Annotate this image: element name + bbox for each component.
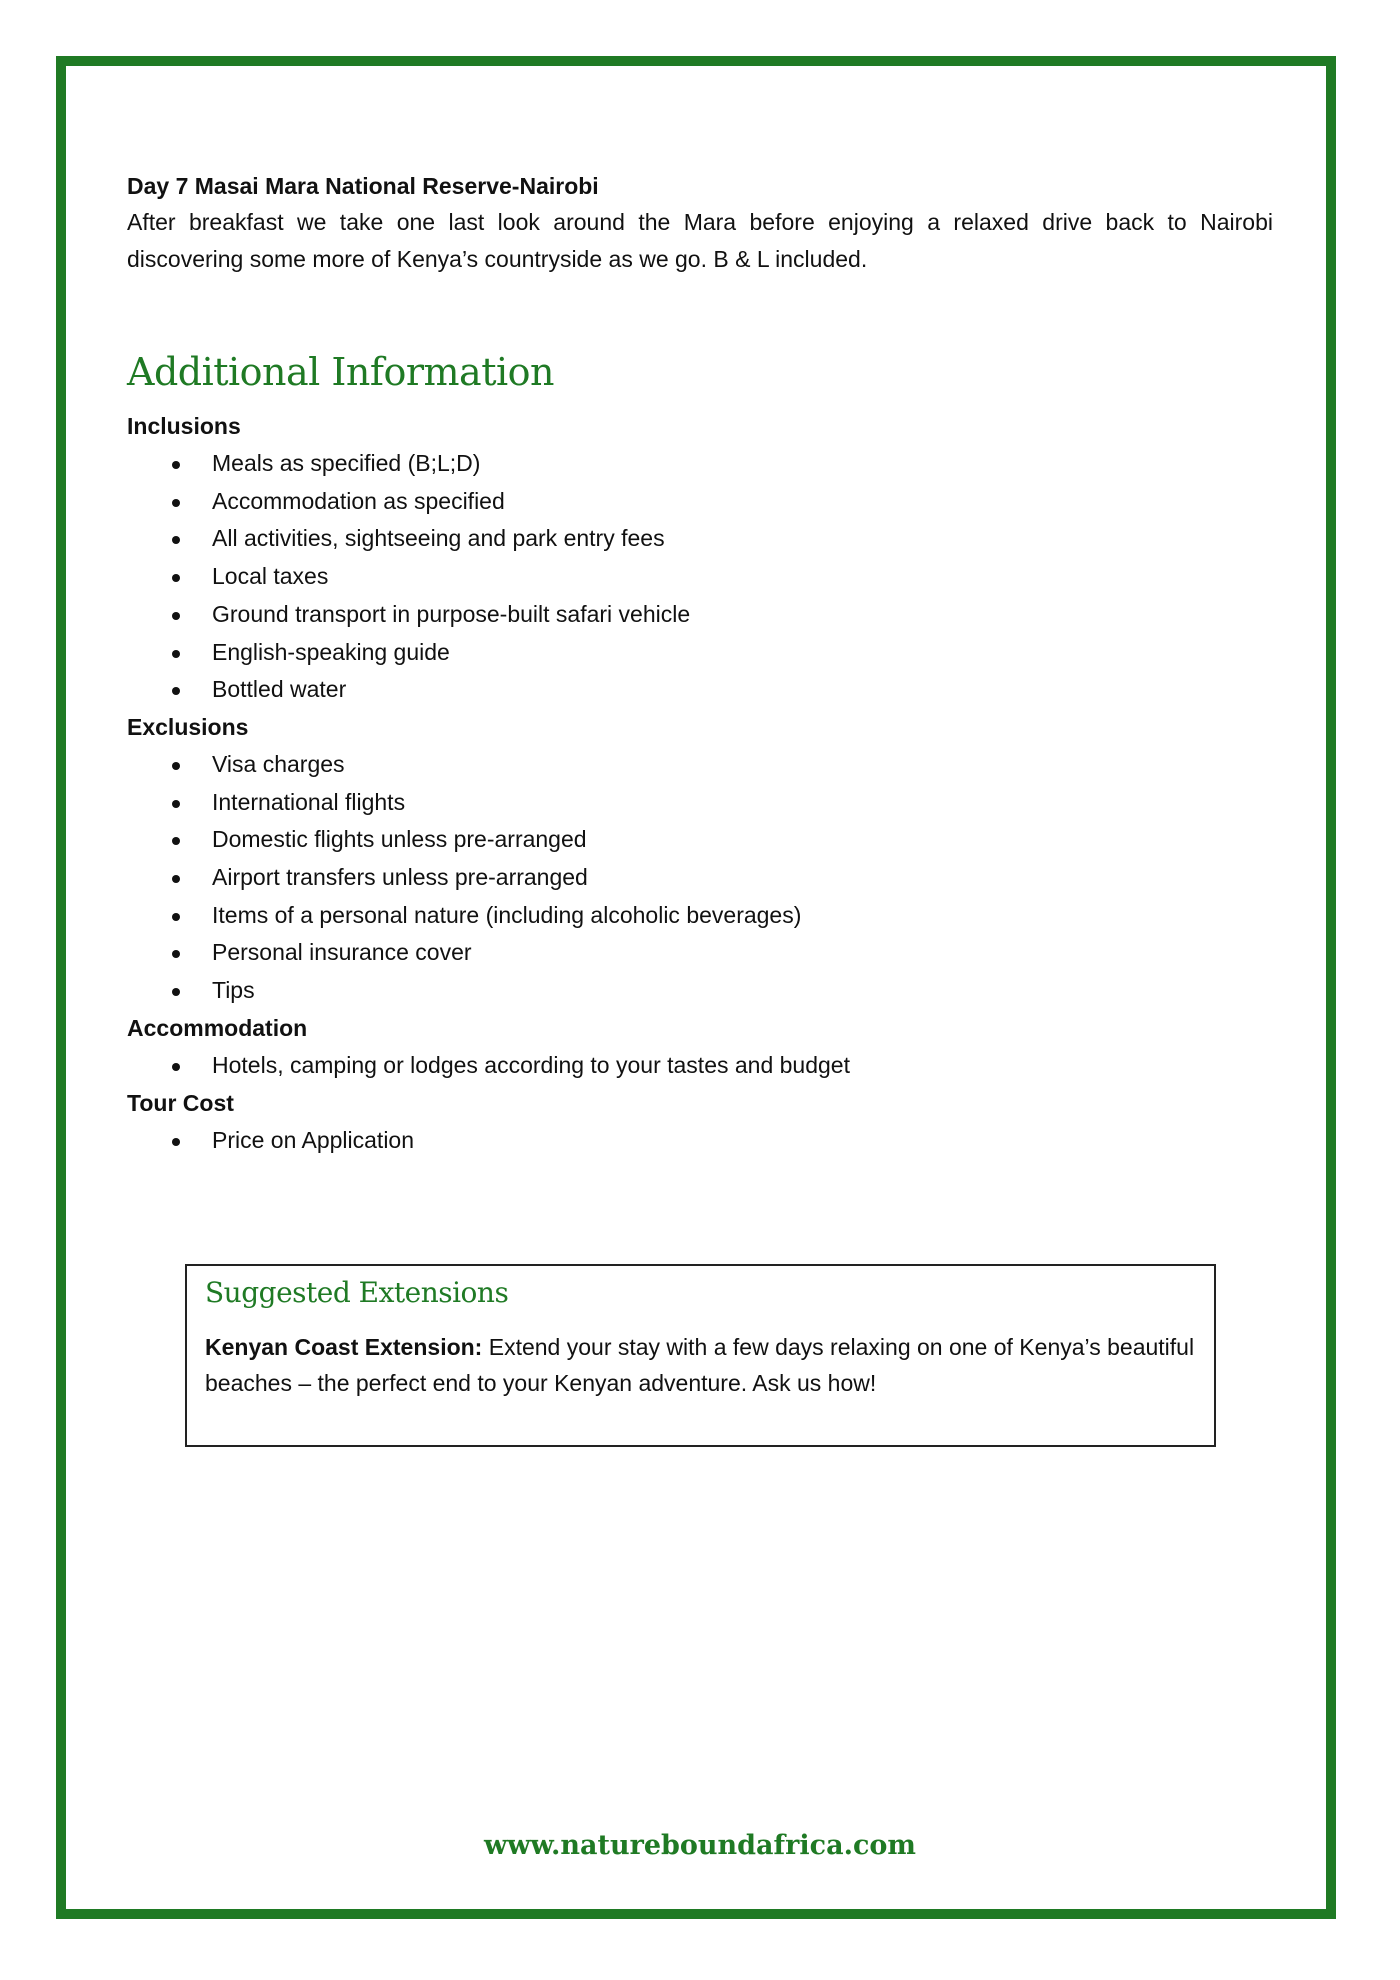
list-item — [127, 784, 1273, 822]
list-item-text: Domestic flights unless pre-arranged — [212, 826, 587, 853]
suggested-extensions-title: Suggested Extensions — [205, 1276, 509, 1309]
list-item-text: All activities, sightseeing and park entry fees — [212, 525, 665, 552]
list-item — [127, 596, 1273, 634]
day-description: After breakfast we take one last look around the Mara before enjoying a relaxed drive back to Nairobi discovering some more of Kenya’s countryside as we go. B & L included. — [127, 209, 1273, 272]
list-item — [127, 671, 1273, 709]
bullet-icon — [172, 762, 180, 770]
list-item-text: Local taxes — [212, 563, 329, 590]
list-item-text: Price on Application — [212, 1126, 415, 1153]
list-item — [127, 746, 1273, 784]
list-item — [127, 972, 1273, 1010]
inclusions-list — [127, 445, 1273, 709]
list-item — [127, 520, 1273, 558]
exclusions-list — [127, 746, 1273, 1010]
list-item-text: Ground transport in purpose-built safari vehicle — [212, 600, 691, 627]
suggested-extensions-box — [185, 1264, 1216, 1447]
list-item-text: Tips — [212, 977, 255, 1004]
list-item-text: Hotels, camping or lodges according to your tastes and budget — [212, 1051, 850, 1078]
day-title: Day 7 Masai Mara National Reserve-Nairobi — [127, 173, 599, 199]
extension-text: Extend your stay with a few days relaxing on one of Kenya’s beautiful beaches – the perfect end to your Kenyan adventure. Ask us how! — [205, 1334, 1195, 1396]
tour-cost-list — [127, 1122, 1273, 1160]
list-item — [127, 483, 1273, 521]
list-item — [127, 1047, 1273, 1085]
list-item-text: Items of a personal nature (including alcoholic beverages) — [212, 901, 802, 928]
bullet-icon — [172, 574, 180, 582]
inclusions-title: Inclusions — [127, 413, 241, 439]
bullet-icon — [172, 913, 180, 921]
list-item-text: Airport transfers unless pre-arranged — [212, 864, 588, 891]
bullet-icon — [172, 612, 180, 620]
list-item — [127, 1122, 1273, 1160]
bullet-icon — [172, 837, 180, 845]
list-item-text: English-speaking guide — [212, 638, 450, 665]
accommodation-title: Accommodation — [127, 1014, 308, 1041]
website-link[interactable]: www.natureboundafrica.com — [483, 1830, 916, 1861]
additional-information-section — [127, 408, 1273, 1159]
list-item-text: Bottled water — [212, 676, 347, 703]
bullet-icon — [172, 650, 180, 658]
tour-cost-title: Tour Cost — [127, 1089, 234, 1116]
list-item — [127, 634, 1273, 672]
list-item — [127, 897, 1273, 935]
exclusions-title: Exclusions — [127, 713, 249, 740]
bullet-icon — [172, 800, 180, 808]
bullet-icon — [172, 1063, 180, 1071]
bullet-icon — [172, 1138, 180, 1146]
list-item — [127, 859, 1273, 897]
list-item-text: International flights — [212, 788, 406, 815]
list-item-text: Accommodation as specified — [212, 487, 505, 514]
extension-name: Kenyan Coast Extension: — [205, 1334, 483, 1360]
bullet-icon — [172, 875, 180, 883]
extension-description — [205, 1329, 1196, 1401]
bullet-icon — [172, 988, 180, 996]
list-item-text: Visa charges — [212, 750, 345, 777]
bullet-icon — [172, 950, 180, 958]
list-item — [127, 821, 1273, 859]
bullet-icon — [172, 536, 180, 544]
additional-information-heading: Additional Information — [127, 350, 554, 394]
bullet-icon — [172, 461, 180, 469]
bullet-icon — [172, 499, 180, 507]
list-item-text: Personal insurance cover — [212, 939, 472, 966]
bullet-icon — [172, 687, 180, 695]
list-item — [127, 445, 1273, 483]
list-item — [127, 934, 1273, 972]
list-item — [127, 558, 1273, 596]
page-content — [127, 168, 1273, 1153]
list-item-text: Meals as specified (B;L;D) — [212, 450, 481, 476]
accommodation-list — [127, 1047, 1273, 1085]
